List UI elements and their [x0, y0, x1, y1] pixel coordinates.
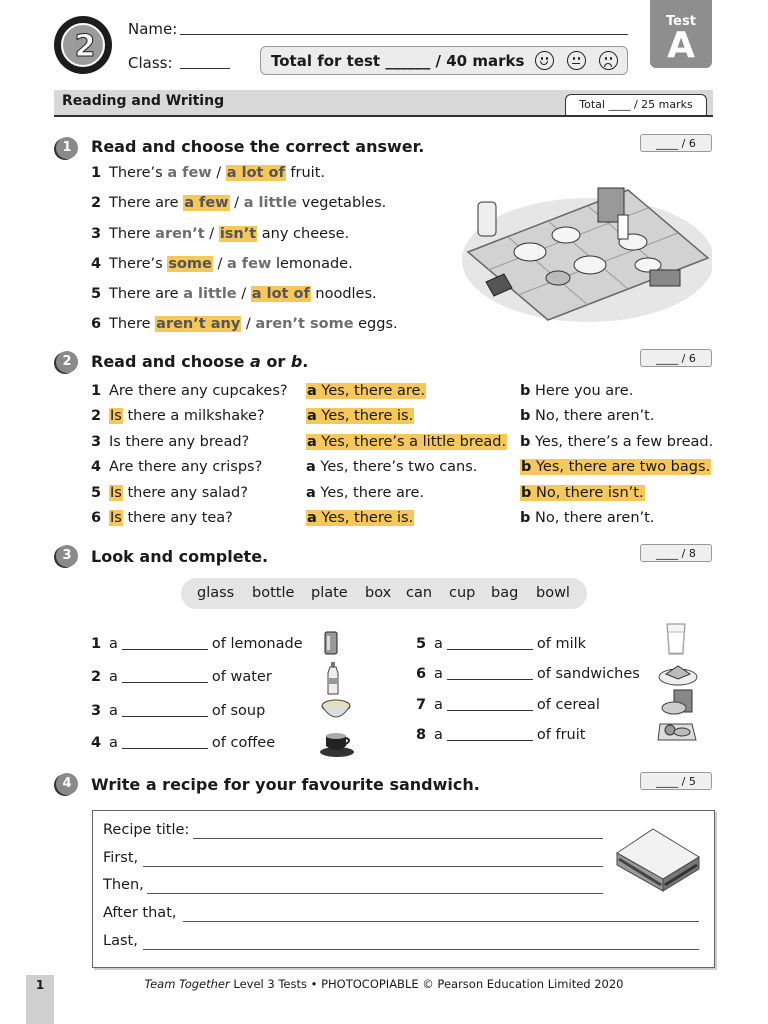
answer-blank[interactable]: [122, 668, 208, 683]
recipe-last-line[interactable]: [143, 949, 699, 950]
test-label: Test: [666, 14, 696, 29]
plate-icon: [658, 662, 698, 686]
ex1-item-3: 3 There aren’t / isn’t any cheese.: [91, 226, 350, 242]
section-title: Reading and Writing: [62, 93, 225, 109]
bag-icon: [656, 718, 698, 744]
happy-face-icon[interactable]: [535, 51, 554, 70]
exercise-3-title: Look and complete.: [91, 547, 269, 566]
option-selected[interactable]: some: [168, 256, 212, 272]
ex1-item-4: 4 There’s some / a few lemonade.: [91, 256, 353, 272]
exercise-1-number: 1: [56, 137, 78, 159]
word-bank-word: plate: [311, 585, 348, 601]
ex3-item-1: 1 a of lemonade: [91, 636, 303, 652]
option-selected[interactable]: isn’t: [219, 226, 257, 242]
exercise-3-marks: ____ / 8: [640, 544, 712, 562]
ex2-answer-a-4[interactable]: a Yes, there’s two cans.: [306, 459, 478, 475]
name-line[interactable]: [180, 34, 628, 35]
can-icon: [322, 630, 340, 656]
ex2-answer-b-1[interactable]: b Here you are.: [520, 383, 634, 399]
answer-blank[interactable]: [447, 726, 533, 741]
picnic-illustration: [458, 170, 712, 322]
recipe-last-label: Last,: [103, 933, 138, 949]
sad-face-icon[interactable]: [599, 51, 618, 70]
ex3-item-4: 4 a of coffee: [91, 735, 276, 751]
exercise-3-number: 3: [56, 545, 78, 567]
class-line[interactable]: [180, 68, 230, 69]
ex2-answer-a-1[interactable]: a Yes, there are.: [307, 383, 426, 399]
word-bank-word: bottle: [252, 585, 295, 601]
word-bank-word: glass: [197, 585, 235, 601]
ex3-item-7: 7 a of cereal: [416, 697, 600, 713]
bowl-icon: [320, 698, 352, 724]
recipe-box: [92, 810, 715, 968]
option-selected[interactable]: a lot of: [226, 165, 285, 181]
ex3-item-3: 3 a of soup: [91, 703, 266, 719]
class-label: Class:: [128, 54, 173, 72]
ex3-item-6: 6 a of sandwiches: [416, 666, 640, 682]
answer-blank[interactable]: [447, 665, 533, 680]
name-label: Name:: [128, 20, 178, 38]
recipe-first-line[interactable]: [143, 866, 603, 867]
glass-icon: [664, 622, 688, 656]
exercise-2-marks: ____ / 6: [640, 349, 712, 367]
test-version-tab: [650, 0, 712, 68]
ex1-item-5: 5 There are a little / a lot of noodles.: [91, 286, 377, 302]
ex3-item-5: 5 a of milk: [416, 636, 587, 652]
word-bank-word: bag: [491, 585, 519, 601]
option[interactable]: a few: [167, 165, 212, 181]
ex2-question-6: 6 Is there any tea?: [91, 510, 233, 526]
exercise-2-title: Read and choose a or b.: [91, 352, 309, 371]
recipe-title-line[interactable]: [193, 838, 603, 839]
unit-number: 2: [74, 29, 96, 64]
ex2-answer-a-2[interactable]: a Yes, there is.: [307, 408, 414, 424]
ex2-answer-b-4[interactable]: b Yes, there are two bags.: [521, 459, 711, 475]
page-number: 1: [35, 978, 45, 992]
box-icon: [660, 688, 698, 716]
exercise-1-title: Read and choose the correct answer.: [91, 137, 425, 156]
ex1-item-6: 6 There aren’t any / aren’t some eggs.: [91, 316, 398, 332]
unit-number-badge: [54, 16, 112, 74]
ex2-answer-b-3[interactable]: b Yes, there’s a few bread.: [520, 434, 714, 450]
option[interactable]: aren’t some: [255, 316, 354, 332]
word-bank-word: box: [365, 585, 392, 601]
test-total-text: Total for test ______ / 40 marks: [271, 52, 525, 70]
ex2-answer-b-5[interactable]: b No, there isn’t.: [521, 485, 644, 501]
ex2-answer-a-3[interactable]: a Yes, there’s a little bread.: [307, 434, 507, 450]
recipe-after-that-line[interactable]: [183, 921, 699, 922]
section-total: Total ____ / 25 marks: [565, 94, 707, 115]
ex2-question-4: 4 Are there any crisps?: [91, 459, 263, 475]
recipe-title-label: Recipe title:: [103, 822, 190, 838]
recipe-first-label: First,: [103, 850, 139, 866]
word-bank-word: bowl: [536, 585, 570, 601]
exercise-1-marks: ____ / 6: [640, 134, 712, 152]
cup-icon: [318, 728, 356, 758]
answer-blank[interactable]: [122, 734, 208, 749]
option[interactable]: a few: [226, 256, 272, 272]
option-selected[interactable]: aren’t any: [156, 316, 241, 332]
word-bank-word: cup: [449, 585, 476, 601]
exercise-2-number: 2: [56, 351, 78, 373]
ex2-question-1: 1 Are there any cupcakes?: [91, 383, 288, 399]
exercise-4-number: 4: [56, 773, 78, 795]
ex2-answer-a-5[interactable]: a Yes, there are.: [306, 485, 425, 501]
answer-blank[interactable]: [447, 696, 533, 711]
word-bank: [181, 578, 587, 609]
section-bar: [54, 90, 713, 117]
ex3-item-8: 8 a of fruit: [416, 727, 586, 743]
recipe-then-line[interactable]: [147, 893, 603, 894]
ex1-item-1: 1 There’s a few / a lot of fruit.: [91, 165, 326, 181]
sandwich-picture: [613, 823, 703, 893]
exercise-4-marks: ____ / 5: [640, 772, 712, 790]
word-bank-word: can: [406, 585, 433, 601]
answer-blank[interactable]: [122, 702, 208, 717]
ex1-item-2: 2 There are a few / a little vegetables.: [91, 195, 387, 211]
ex2-answer-b-2[interactable]: b No, there aren’t.: [520, 408, 655, 424]
option[interactable]: aren’t: [155, 226, 205, 242]
neutral-face-icon[interactable]: [567, 51, 586, 70]
test-total-box: [260, 46, 628, 75]
option-selected[interactable]: a few: [184, 195, 229, 211]
ex2-question-3: 3 Is there any bread?: [91, 434, 250, 450]
ex2-question-5: 5 Is there any salad?: [91, 485, 248, 501]
footer-copyright: Team Together Level 3 Tests • PHOTOCOPIABLE © Pearson Education Limited 2020: [144, 977, 624, 991]
ex2-question-2: 2 Is there a milkshake?: [91, 408, 265, 424]
recipe-after-that-label: After that,: [103, 905, 177, 921]
ex3-item-2: 2 a of water: [91, 669, 272, 685]
ex2-answer-a-6[interactable]: a Yes, there is.: [307, 510, 414, 526]
recipe-then-label: Then,: [103, 877, 144, 893]
option[interactable]: a little: [243, 195, 298, 211]
test-letter: A: [667, 25, 695, 66]
answer-blank[interactable]: [447, 635, 533, 650]
option[interactable]: a little: [183, 286, 237, 302]
answer-blank[interactable]: [122, 635, 208, 650]
exercise-4-title: Write a recipe for your favourite sandwich.: [91, 775, 480, 794]
ex2-answer-b-6[interactable]: b No, there aren’t.: [520, 510, 655, 526]
bottle-icon: [326, 662, 340, 696]
option-selected[interactable]: a lot of: [251, 286, 310, 302]
